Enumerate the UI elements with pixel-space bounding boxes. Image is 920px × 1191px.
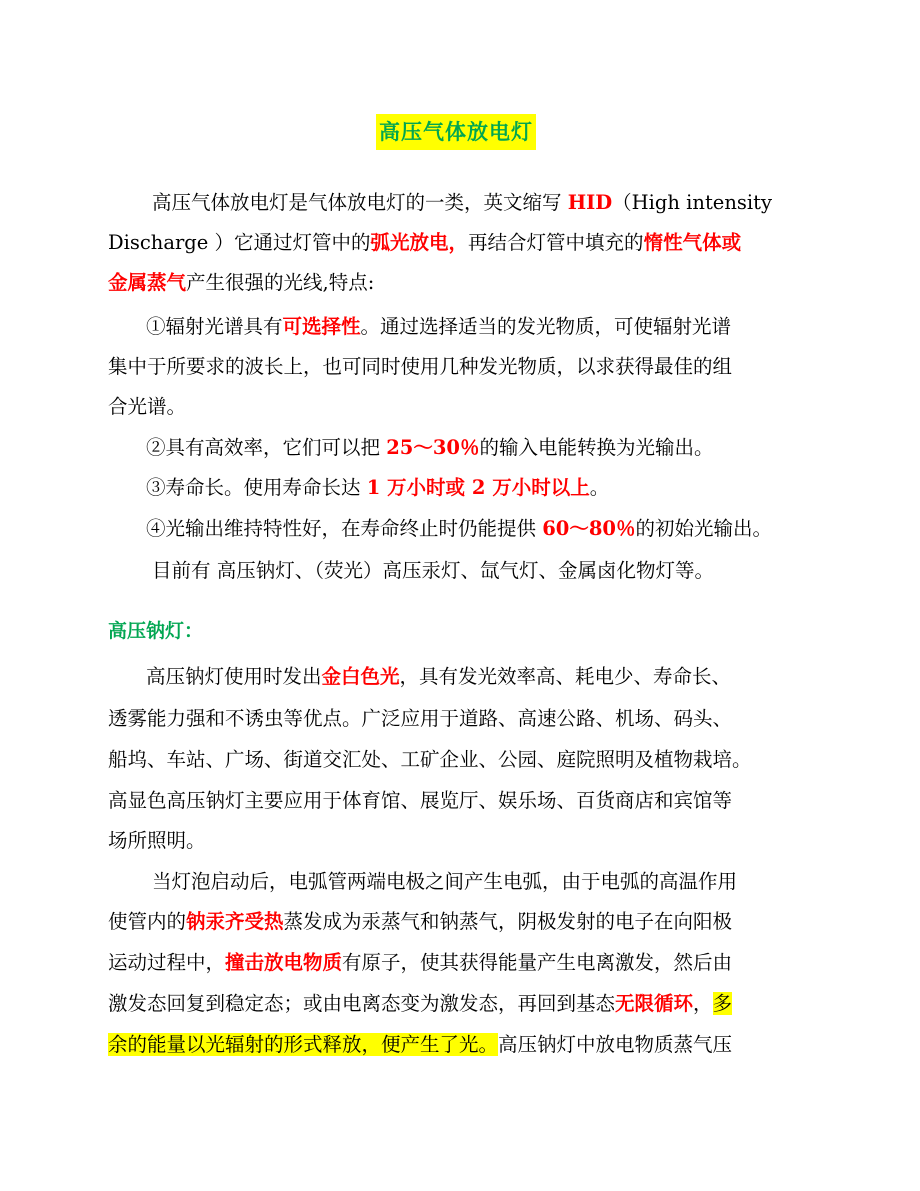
page-title: 高压气体放电灯 [376, 114, 536, 150]
mechanism-line-4: 激发态回复到稳定态；或由电离态变为激发态，再回到基态无限循环，多 [108, 992, 733, 1015]
hps-para-line-2: 透雾能力强和不诱虫等优点。广泛应用于道路、高速公路、机场、码头、 [108, 707, 733, 730]
section-title-hps-lamp: 高压钠灯： [108, 620, 204, 642]
hps-para-line-5: 场所照明。 [108, 829, 206, 852]
feature-3: ③寿命长。使用寿命长达 1 万小时或 2 万小时以上。 [146, 476, 610, 499]
feature-1-line-2: 集中于所要求的波长上，也可同时使用几种发光物质，以求获得最佳的组 [108, 355, 733, 378]
mechanism-line-1: 当灯泡启动后，电弧管两端电极之间产生电弧，由于电弧的高温作用 [152, 870, 738, 893]
intro-line-2: Discharge ）它通过灯管中的弧光放电，再结合灯管中填充的惰性气体或 [108, 231, 742, 254]
hps-para-line-1: 高压钠灯使用时发出金白色光，具有发光效率高、耗电少、寿命长、 [146, 665, 732, 688]
hps-para-line-3: 船坞、车站、广场、街道交汇处、工矿企业、公园、庭院照明及植物栽培。 [108, 748, 752, 771]
mechanism-line-5: 余的能量以光辐射的形式释放，便产生了光。高压钠灯中放电物质蒸气压 [108, 1033, 733, 1056]
feature-4: ④光输出维持特性好，在寿命终止时仍能提供 60～80％的初始光输出。 [146, 517, 772, 540]
intro-line-3: 金属蒸气产生很强的光线,特点: [108, 271, 375, 294]
feature-2: ②具有高效率，它们可以把 25～30％的输入电能转换为光输出。 [146, 436, 714, 459]
hid-abbrev: HID [567, 191, 613, 214]
highlighted-text: 余的能量以光辐射的形式释放，便产生了光。 [108, 1033, 499, 1056]
mechanism-line-2: 使管内的钠汞齐受热蒸发成为汞蒸气和钠蒸气，阴极发射的电子在向阳极 [108, 910, 733, 933]
current-types: 目前有 高压钠灯、（荧光）高压汞灯、氙气灯、金属卤化物灯等。 [152, 559, 714, 582]
mechanism-line-3: 运动过程中，撞击放电物质有原子，使其获得能量产生电离激发，然后由 [108, 951, 733, 974]
feature-1-line-1: ①辐射光谱具有可选择性。通过选择适当的发光物质，可使辐射光谱 [146, 315, 732, 338]
hps-para-line-4: 高显色高压钠灯主要应用于体育馆、展览厅、娱乐场、百货商店和宾馆等 [108, 789, 733, 812]
highlighted-text: 多 [712, 992, 733, 1015]
feature-1-line-3: 合光谱。 [108, 395, 187, 418]
intro-line-1: 高压气体放电灯是气体放电灯的一类，英文缩写 HID（High intensity [152, 191, 772, 214]
